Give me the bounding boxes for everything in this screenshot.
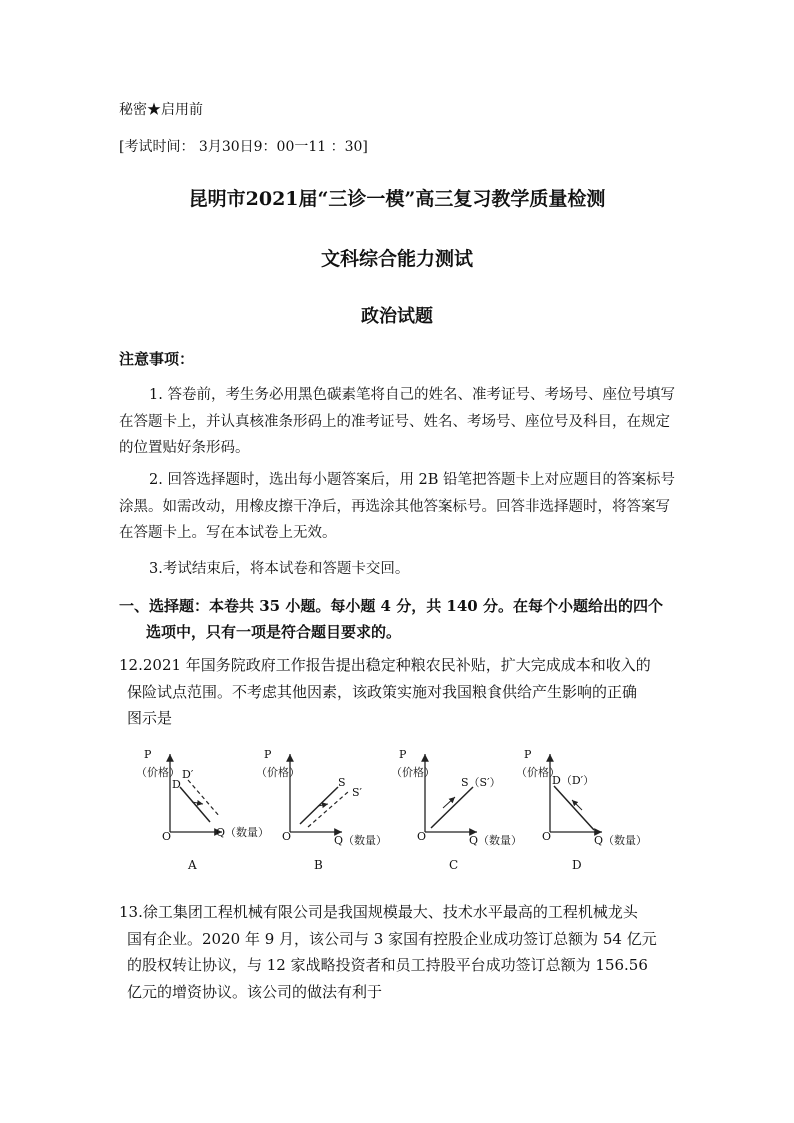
exam-time: [考试时间： 3月30日9：00一11 ：30]: [119, 139, 368, 155]
figure-c-p: P: [399, 748, 407, 761]
figure-c-q: Q（数量）: [469, 834, 523, 847]
figure-d-graph: [534, 742, 664, 877]
figure-b-p: P: [264, 748, 272, 761]
figure-b-curve1: S: [338, 776, 346, 789]
figure-d-curve1: D（D′）: [552, 774, 595, 787]
section-heading-line2: 选项中，只有一项是符合题目要求的。: [146, 623, 402, 641]
figure-b-curve2: S′: [352, 786, 363, 799]
figure-a-option: A: [188, 858, 197, 872]
q13-line1: 13.徐工集团工程机械有限公司是我国规模最大、技术水平最高的工程机械龙头: [119, 903, 638, 921]
figure-c-price: （价格）: [391, 766, 435, 779]
figure-a-o: O: [162, 830, 172, 843]
figure-b-price: （价格）: [256, 766, 300, 779]
figure-d-o: O: [542, 830, 552, 843]
figure-a-price: （价格）: [136, 766, 180, 779]
figure-d-q: Q（数量）: [594, 834, 648, 847]
notice-item-3: 3.考试结束后，将本试卷和答题卡交回。: [149, 561, 410, 577]
q13-line3: 的股权转让协议，与 12 家战略投资者和员工持股平台成功签订总额为 156.56: [127, 956, 648, 974]
notice-item-2: 2. 回答选择题时，选出每小题答案后，用 2B 铅笔把答题卡上对应题目的答案标号涂黑。如需改动，用橡皮擦干净后，再选涂其他答案标号。回答非选择题时，将答案写在答题卡上。写在本试卷上无效。: [119, 472, 676, 541]
q12-line2: 保险试点范围。不考虑其他因素，该政策实施对我国粮食供给产生影响的正确: [127, 682, 638, 701]
figure-b: [256, 742, 400, 877]
figure-b-option: B: [314, 858, 323, 872]
figure-d-price: （价格）: [516, 766, 560, 779]
figure-a: [136, 742, 270, 877]
figure-b-graph: [270, 742, 400, 877]
figure-d-option: D: [572, 858, 582, 872]
sub-title: 文科综合能力测试: [320, 248, 473, 270]
question-12: [119, 652, 689, 732]
section-heading-line1: 一、选择题：本卷共 35 小题。每小题 4 分，共 140 分。在每个小题给出的四个: [119, 597, 663, 615]
figure-d: [516, 742, 664, 877]
q13-line2: 国有企业。2020 年 9 月，该公司与 3 家国有控股企业成功签订总额为 54 亿元: [127, 929, 657, 948]
q13-line4: 亿元的增资协议。该公司的做法有利于: [127, 982, 383, 1001]
q12-figures: [136, 742, 670, 877]
figure-a-p: P: [144, 748, 152, 761]
figure-c-curve1: S（S′）: [461, 776, 501, 789]
figure-c-option: C: [449, 858, 459, 872]
notice-item-1: 1. 答卷前，考生务必用黑色碳素笔将自己的姓名、准考证号、考场号、座位号填写在答题卡上，并认真核准条形码上的准考证号、姓名、考场号、座位号及科目，在规定的位置贴好条形码。: [119, 387, 675, 456]
figure-a-curve2: D: [172, 778, 181, 791]
subject-title: 政治试题: [361, 306, 433, 327]
figure-a-graph: [140, 742, 270, 877]
question-13: [119, 899, 689, 1005]
figure-b-o: O: [282, 830, 292, 843]
q12-line1: 12.2021 年国务院政府工作报告提出稳定种粮农民补贴，扩大完成成本和收入的: [119, 656, 651, 674]
main-title: 昆明市2021届“三诊一模”高三复习教学质量检测: [188, 188, 606, 210]
notice-heading: 注意事项：: [119, 350, 195, 368]
q12-line3: 图示是: [127, 709, 173, 727]
figure-a-q: Q（数量）: [216, 826, 270, 839]
figure-c: [391, 742, 535, 877]
figure-c-o: O: [417, 830, 427, 843]
figure-d-p: P: [524, 748, 532, 761]
secret-label: 秘密★启用前: [119, 102, 203, 118]
figure-a-curve1: D′: [182, 768, 194, 781]
figure-c-graph: [405, 742, 535, 877]
section-heading: [119, 593, 689, 645]
figure-b-q: Q（数量）: [334, 834, 388, 847]
